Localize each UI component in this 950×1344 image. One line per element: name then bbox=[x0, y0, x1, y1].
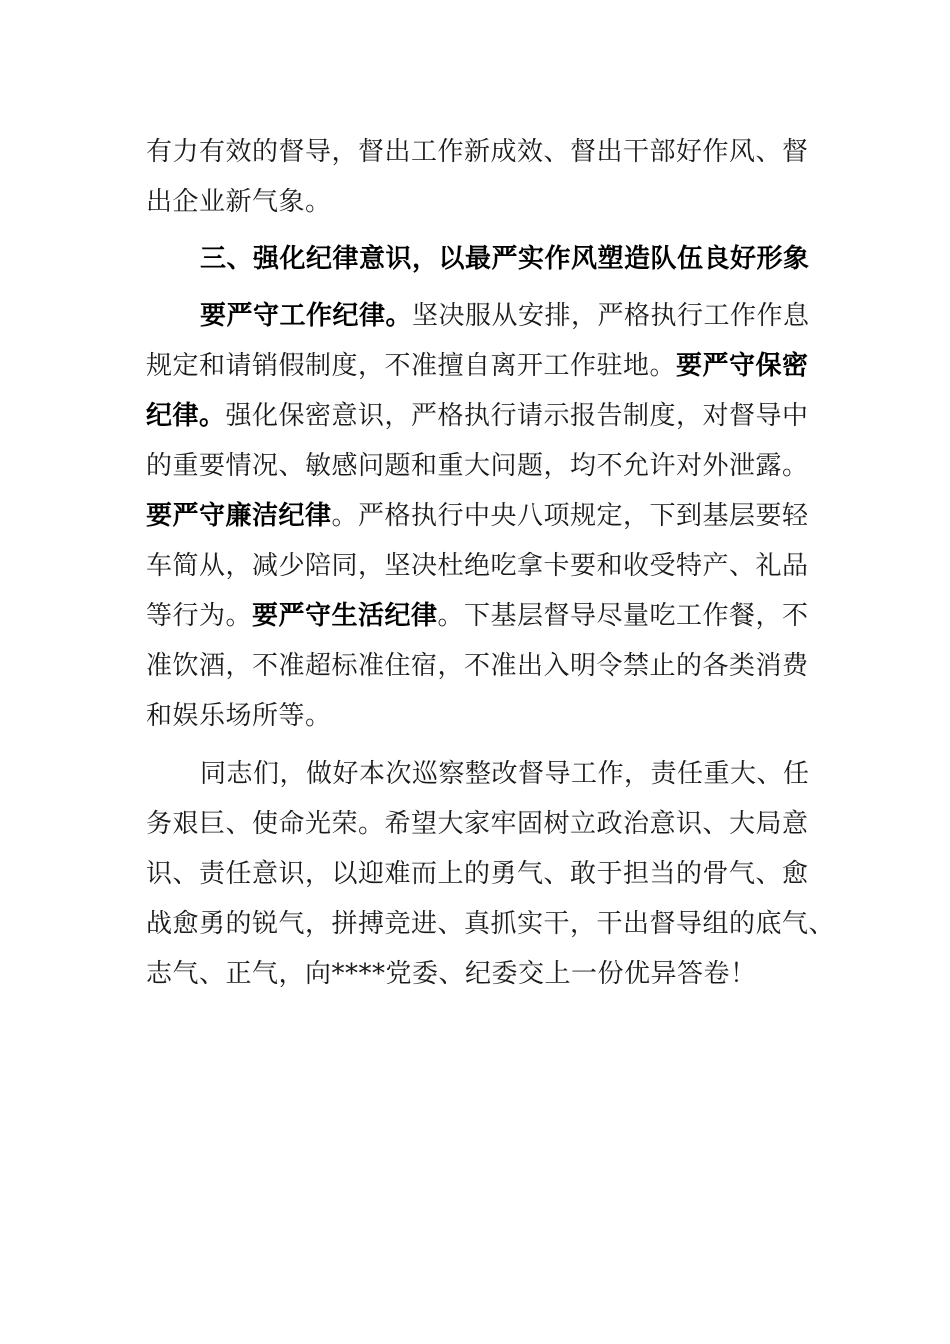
paragraph-line bbox=[200, 299, 810, 333]
bold-phrase: 要严守工作纪律。 bbox=[200, 301, 413, 331]
line-text: 战愈勇的锐气，拼搏竞进、真抓实干，干出督导组的底气、 bbox=[146, 909, 836, 939]
line-text: 志气、正气，向****党委、纪委交上一份优异答卷！ bbox=[146, 959, 757, 989]
line-text: 强化保密意识，严格执行请示报告制度，对督导中 bbox=[225, 401, 809, 431]
line-text: 。严格执行中央八项规定，下到基层要轻 bbox=[331, 501, 809, 531]
paragraph-line bbox=[146, 699, 332, 733]
line-text: 规定和请销假制度，不准擅自离开工作驻地。 bbox=[146, 351, 677, 381]
paragraph-line bbox=[146, 857, 809, 891]
paragraph-line bbox=[146, 399, 809, 433]
bold-phrase: 要严守保密 bbox=[676, 351, 809, 381]
line-text: 有力有效的督导，督出工作新成效、督出干部好作风、督 bbox=[146, 137, 809, 167]
paragraph-line bbox=[146, 649, 809, 683]
paragraph-line bbox=[146, 449, 809, 483]
paragraph-line bbox=[146, 907, 835, 941]
paragraph-line bbox=[146, 499, 809, 533]
paragraph-line bbox=[146, 599, 809, 633]
bold-phrase: 要严守生活纪律 bbox=[252, 601, 438, 631]
paragraph-line bbox=[146, 807, 809, 841]
heading-text: 三、强化纪律意识，以最严实作风塑造队伍良好形象 bbox=[200, 244, 810, 274]
paragraph-line bbox=[146, 185, 332, 219]
line-text: 和娱乐场所等。 bbox=[146, 701, 332, 731]
line-text: 准饮酒，不准超标准住宿，不准出入明令禁止的各类消费 bbox=[146, 651, 809, 681]
paragraph-line bbox=[146, 957, 757, 991]
line-text: 。下基层督导尽量吃工作餐，不 bbox=[437, 601, 809, 631]
line-text: 车简从，减少陪同，坚决杜绝吃拿卡要和收受特产、礼品 bbox=[146, 551, 809, 581]
bold-phrase: 纪律。 bbox=[146, 401, 226, 431]
line-text: 同志们，做好本次巡察整改督导工作，责任重大、任 bbox=[200, 759, 810, 789]
paragraph-line bbox=[146, 349, 809, 383]
section-heading bbox=[200, 242, 810, 276]
paragraph-line bbox=[146, 549, 809, 583]
line-text: 出企业新气象。 bbox=[146, 187, 332, 217]
paragraph-line bbox=[146, 135, 809, 169]
paragraph-line bbox=[200, 757, 810, 791]
line-text: 等行为。 bbox=[146, 601, 253, 631]
line-text: 坚决服从安排，严格执行工作作息 bbox=[412, 301, 810, 331]
line-text: 务艰巨、使命光荣。希望大家牢固树立政治意识、大局意 bbox=[146, 809, 809, 839]
line-text: 识、责任意识，以迎难而上的勇气、敢于担当的骨气、愈 bbox=[146, 859, 809, 889]
line-text: 的重要情况、敏感问题和重大问题，均不允许对外泄露。 bbox=[146, 451, 809, 481]
bold-phrase: 要严守廉洁纪律 bbox=[146, 501, 332, 531]
